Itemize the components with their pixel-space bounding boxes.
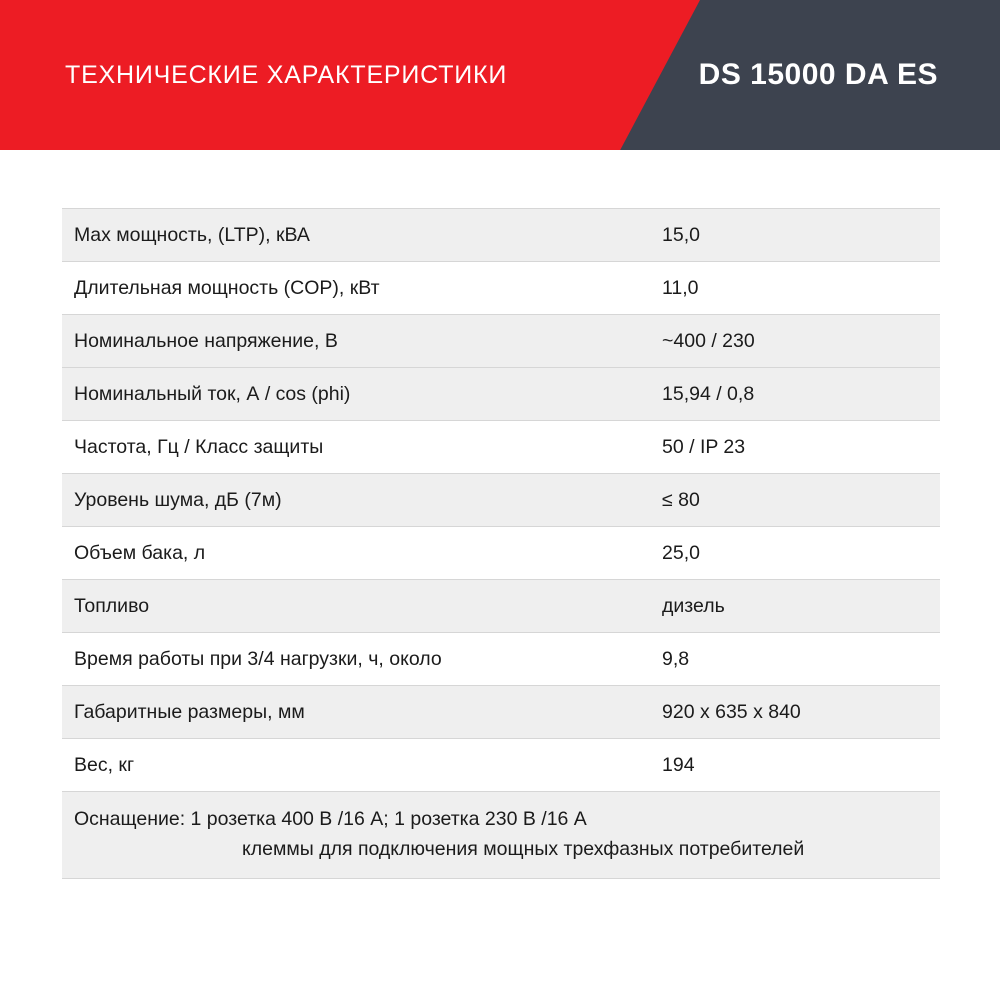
page-header: [0, 0, 1000, 150]
table-row: [62, 261, 940, 314]
spec-label: Max мощность, (LTP), кВА: [74, 223, 310, 246]
spec-value: ≤ 80: [662, 488, 700, 511]
table-row: [62, 579, 940, 632]
spec-value: 9,8: [662, 647, 690, 670]
spec-value: 15,94 / 0,8: [662, 382, 755, 405]
table-row: [62, 208, 940, 261]
table-row: [62, 420, 940, 473]
table-row: [62, 685, 940, 738]
specifications-table: [62, 208, 940, 879]
table-row: [62, 367, 940, 420]
spec-value: 15,0: [662, 223, 700, 246]
page-title: ТЕХНИЧЕСКИЕ ХАРАКТЕРИСТИКИ: [65, 60, 508, 89]
table-row: [62, 738, 940, 791]
spec-label: Номинальное напряжение, В: [74, 329, 338, 352]
spec-label: Номинальный ток, А / cos (phi): [74, 382, 351, 405]
table-row: [62, 473, 940, 526]
spec-label: Габаритные размеры, мм: [74, 700, 305, 723]
equipment-note: [62, 791, 940, 878]
table-row: [62, 632, 940, 685]
spec-value: 25,0: [662, 541, 700, 564]
spec-label: Объем бака, л: [74, 541, 206, 564]
spec-label: Вес, кг: [74, 753, 135, 776]
equipment-note-line-1: Оснащение: 1 розетка 400 В /16 А; 1 розетка 230 В /16 А: [74, 808, 587, 830]
spec-label: Время работы при 3/4 нагрузки, ч, около: [74, 647, 442, 670]
spec-label: Уровень шума, дБ (7м): [74, 488, 282, 511]
equipment-note-line-2: клеммы для подключения мощных трехфазных потребителей: [242, 838, 805, 860]
spec-value: 194: [662, 753, 695, 776]
table-row: [62, 314, 940, 367]
spec-value: 50 / IP 23: [662, 435, 746, 458]
spec-value: ~400 / 230: [662, 329, 755, 352]
spec-label: Частота, Гц / Класс защиты: [74, 435, 324, 458]
spec-value: дизель: [662, 594, 725, 617]
table-bottom-rule: [62, 878, 940, 879]
spec-value: 920 х 635 х 840: [662, 700, 801, 723]
spec-value: 11,0: [662, 276, 699, 299]
model-name: DS 15000 DA ES: [698, 58, 938, 91]
table-row: [62, 526, 940, 579]
spec-label: Длительная мощность (COP), кВт: [74, 276, 380, 299]
spec-label: Топливо: [74, 594, 150, 617]
